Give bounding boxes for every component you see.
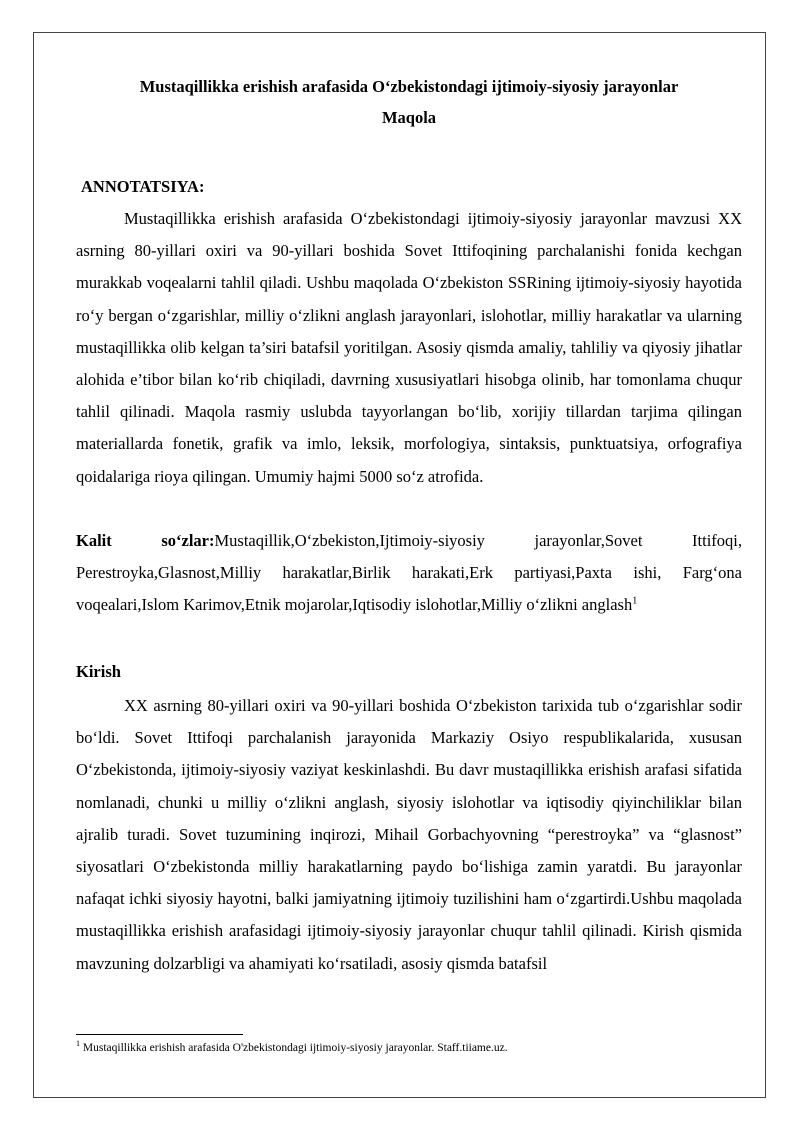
footnote	[76, 1040, 742, 1056]
footnote-text: Mustaqillikka erishish arafasida O'zbekistondagi ijtimoiy-siyosiy jarayonlar. Staff.tiiame.uz.	[80, 1042, 508, 1054]
document-title: Mustaqillikka erishish arafasida O‘zbekistondagi ijtimoiy-siyosiy jarayonlar	[139, 77, 679, 96]
annotation-heading: ANNOTATSIYA:	[81, 177, 205, 196]
keywords-text: Mustaqillik,O‘zbekiston,Ijtimoiy-siyosiy jarayonlar,Sovet Ittifoqi, Perestroyka,Glasnost,Milliy harakatlar,Birlik harakati,Erk partiyasi,Paxta ishi, Farg‘ona voqealari,Islom Karimov,Etnik mojarolar,Iqtisodiy islohotlar,Milliy o‘zlikni anglash	[76, 531, 742, 615]
footnote-reference[interactable]: 1	[632, 595, 638, 607]
intro-paragraph: XX asrning 80-yillari oxiri va 90-yillari boshida O‘zbekiston tarixida tub o‘zgarishlar sodir bo‘ldi. Sovet Ittifoqi parchalanish jarayonida Markaziy Osiyo respublikalarida, xususan O‘zbekistonda, ijtimoiy-siyosiy vaziyat keskinlashdi. Bu davr mustaqillikka erishish arafasi sifatida nomlanadi, chunki u milliy o‘zlikni anglash, siyosiy islohotlar va iqtisodiy qiyinchiliklar bilan ajralib turadi. Sovet tuzumining inqirozi, Mihail Gorbachyovning “perestroyka” va “glasnost” siyosatlari O‘zbekistonda milliy harakatlarning paydo bo‘lishiga zamin yaratdi. Bu jarayonlar nafaqat ichki siyosiy hayotni, balki jamiyatning ijtimoiy tuzilishini ham o‘zgartirdi.Ushbu maqolada mustaqillikka erishish arafasidagi ijtimoiy-siyosiy jarayonlar chuqur tahlil qilinadi. Kirish qismida mavzuning dolzarbligi va ahamiyati ko‘rsatiladi, asosiy qismda batafsil	[76, 696, 742, 973]
footnote-separator	[76, 1034, 243, 1035]
keywords-label: Kalit so‘zlar:	[76, 531, 215, 550]
intro-heading: Kirish	[76, 662, 121, 681]
footnote-number: 1	[76, 1039, 80, 1049]
annotation-paragraph: Mustaqillikka erishish arafasida O‘zbekistondagi ijtimoiy-siyosiy jarayonlar mavzusi XX asrning 80-yillari oxiri va 90-yillari boshida Sovet Ittifoqining parchalanishi fonida kechgan murakkab voqealarni tahlil qiladi. Ushbu maqolada O‘zbekiston SSRining ijtimoiy-siyosiy hayotida ro‘y bergan o‘zgarishlar, milliy o‘zlikni anglash jarayonlari, islohotlar, milliy harakatlar va ularning mustaqillikka olib kelgan ta’siri batafsil yoritilgan. Asosiy qismda amaliy, tahliliy va qiyosiy jihatlar alohida e’tibor bilan ko‘rib chiqiladi, davrning xususiyatlari hisobga olinib, har tomonlama chuqur tahlil qilinadi. Maqola rasmiy uslubda tayyorlangan bo‘lib, xorijiy tillardan tarjima qilingan materiallarda fonetik, grafik va imlo, leksik, morfologiya, sintaksis, punktuatsiya, orfografiya qoidalariga rioya qilingan. Umumiy hajmi 5000 so‘z atrofida.	[76, 209, 742, 486]
document-subtitle: Maqola	[381, 108, 437, 127]
keywords-paragraph	[76, 525, 742, 622]
